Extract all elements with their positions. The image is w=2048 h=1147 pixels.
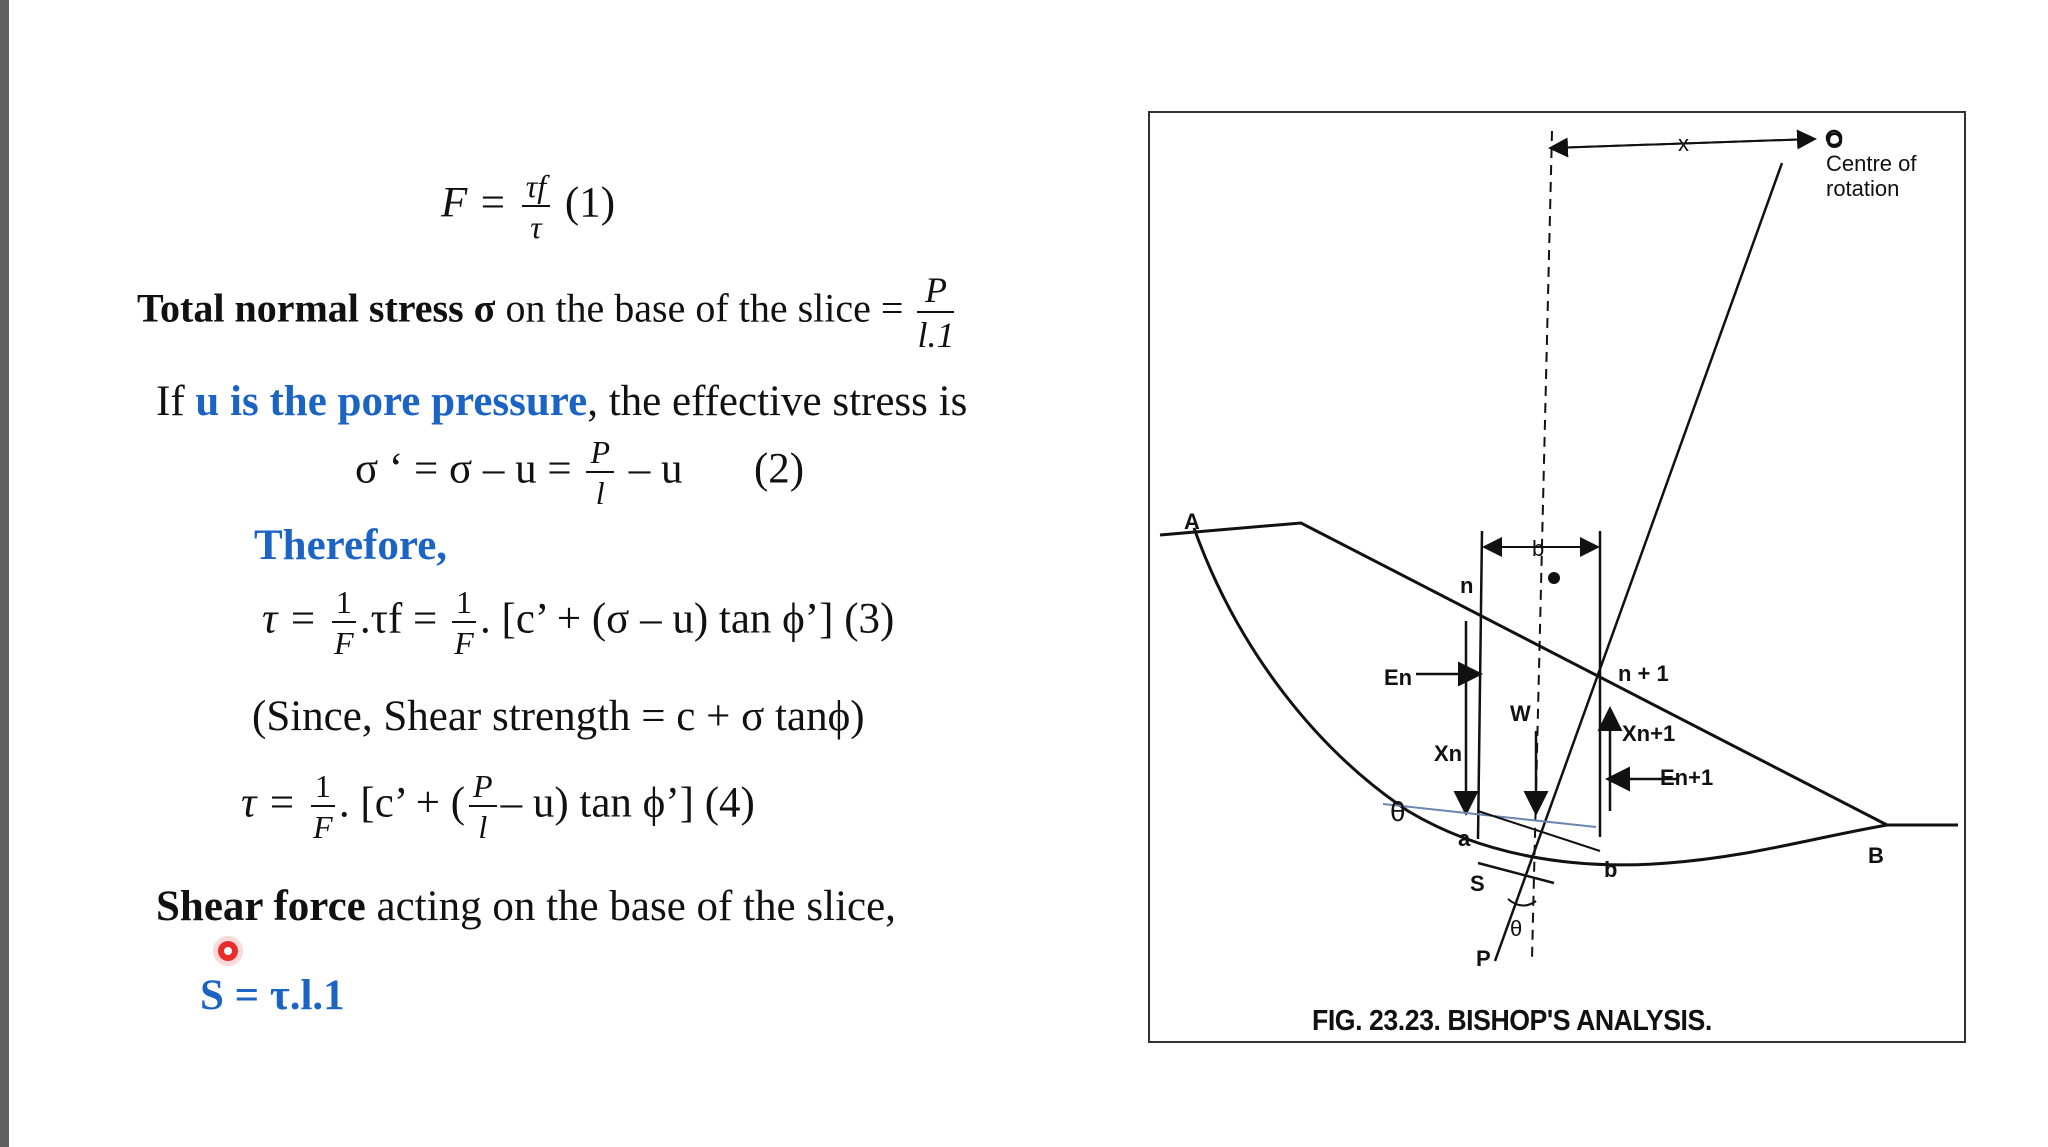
eq3-den-1: F bbox=[334, 625, 354, 661]
radius-line bbox=[1495, 163, 1782, 961]
base-chord bbox=[1478, 811, 1600, 851]
total-normal-stress-fraction bbox=[917, 272, 954, 353]
eq3-fraction-1 bbox=[332, 586, 356, 659]
eq4-tag: (4) bbox=[704, 779, 755, 827]
eq3-mid: .τf = bbox=[359, 595, 438, 643]
eq4-num-1: 1 bbox=[311, 770, 335, 807]
slice-weight-dot bbox=[1548, 572, 1560, 584]
shear-force-bold: Shear force bbox=[156, 883, 366, 930]
eq4-mid: . [c’ + ( bbox=[338, 779, 466, 827]
eq3-den-2: F bbox=[454, 625, 474, 661]
therefore-text: Therefore, bbox=[254, 522, 448, 569]
eq4-lhs: τ = bbox=[241, 779, 297, 827]
label-b-width: b bbox=[1532, 536, 1545, 561]
bishop-figure bbox=[1148, 111, 1966, 1043]
label-n: n bbox=[1460, 573, 1474, 598]
label-centre-text-1: Centre of bbox=[1826, 151, 1917, 176]
shear-force-text: acting on the base of the slice, bbox=[376, 883, 896, 930]
pore-pressure-highlight: u is the pore pressure bbox=[195, 378, 588, 425]
label-b-lower: b bbox=[1604, 857, 1618, 882]
label-a-upper: A bbox=[1184, 509, 1200, 534]
eq4-num-2: P bbox=[469, 770, 497, 807]
figure-caption: FIG. 23.23. BISHOP'S ANALYSIS. bbox=[1312, 1005, 1712, 1037]
eq2-fraction bbox=[586, 436, 614, 509]
eq2-tag: (2) bbox=[753, 445, 805, 493]
eq3-lhs: τ = bbox=[262, 595, 318, 643]
equation-2 bbox=[355, 436, 804, 509]
total-normal-stress-bold: Total normal stress σ bbox=[137, 285, 496, 331]
eq4-rest: – u) tan ϕ’] bbox=[500, 779, 694, 827]
label-w: W bbox=[1510, 701, 1531, 726]
eq3-rest: . [c’ + (σ – u) tan ϕ’] bbox=[480, 595, 834, 643]
pore-pressure-pre: If bbox=[156, 378, 185, 425]
label-a-lower: a bbox=[1458, 826, 1471, 851]
equation-1 bbox=[441, 170, 615, 243]
eq1-fraction bbox=[522, 170, 550, 243]
label-x: x bbox=[1678, 131, 1689, 156]
eq1-tag: (1) bbox=[564, 179, 616, 227]
since-shear-strength: (Since, Shear strength = c + σ tanϕ) bbox=[252, 693, 865, 740]
eq4-den-1: F bbox=[313, 809, 333, 845]
force-s-line bbox=[1478, 863, 1554, 883]
eq4-fraction-1 bbox=[311, 770, 335, 843]
eq1-lhs: F = bbox=[441, 179, 508, 227]
eq4-den-2: l bbox=[478, 809, 488, 845]
eq3-num-2: 1 bbox=[452, 586, 476, 623]
equation-4 bbox=[241, 770, 755, 843]
eq1-numerator: τf bbox=[522, 170, 550, 207]
label-theta-bottom: θ bbox=[1510, 916, 1523, 941]
label-centre-o: O bbox=[1826, 128, 1844, 153]
total-normal-stress-text: on the base of the slice = bbox=[505, 285, 904, 331]
pore-pressure-line bbox=[156, 380, 967, 423]
eq2-numerator: P bbox=[586, 436, 614, 473]
shear-force-line bbox=[156, 885, 896, 928]
eq3-tag: (3) bbox=[844, 595, 895, 643]
theta-angle-arc bbox=[1508, 899, 1536, 906]
eq2-rest: – u bbox=[628, 445, 683, 493]
label-n-plus-1: n + 1 bbox=[1618, 661, 1669, 686]
mouse-cursor-indicator bbox=[218, 941, 238, 961]
label-en: En bbox=[1384, 665, 1413, 690]
eq1-denominator: τ bbox=[530, 209, 542, 245]
slice-side-n bbox=[1478, 531, 1482, 839]
eq2-denominator: l bbox=[595, 475, 605, 511]
label-en1: En+1 bbox=[1660, 765, 1714, 790]
eq4-fraction-2 bbox=[469, 770, 497, 843]
label-centre-text-2: rotation bbox=[1826, 176, 1900, 201]
label-p: P bbox=[1476, 946, 1491, 971]
label-theta-left: θ bbox=[1390, 796, 1406, 827]
total-stress-denominator: l.1 bbox=[917, 315, 955, 355]
eq3-fraction-2 bbox=[452, 586, 476, 659]
total-normal-stress-line bbox=[137, 272, 958, 353]
pore-pressure-post: , the effective stress is bbox=[587, 378, 968, 425]
label-xn1: Xn+1 bbox=[1622, 721, 1676, 746]
label-xn: Xn bbox=[1434, 741, 1463, 766]
label-s: S bbox=[1470, 871, 1485, 896]
total-stress-numerator: P bbox=[917, 272, 954, 313]
equation-3 bbox=[262, 586, 894, 659]
label-b-upper: B bbox=[1868, 843, 1884, 868]
left-window-edge bbox=[0, 0, 9, 1147]
shear-force-equation: S = τ.l.1 bbox=[200, 972, 345, 1019]
eq2-lhs: σ ‘ = σ – u = bbox=[355, 445, 572, 493]
eq3-num-1: 1 bbox=[332, 586, 356, 623]
